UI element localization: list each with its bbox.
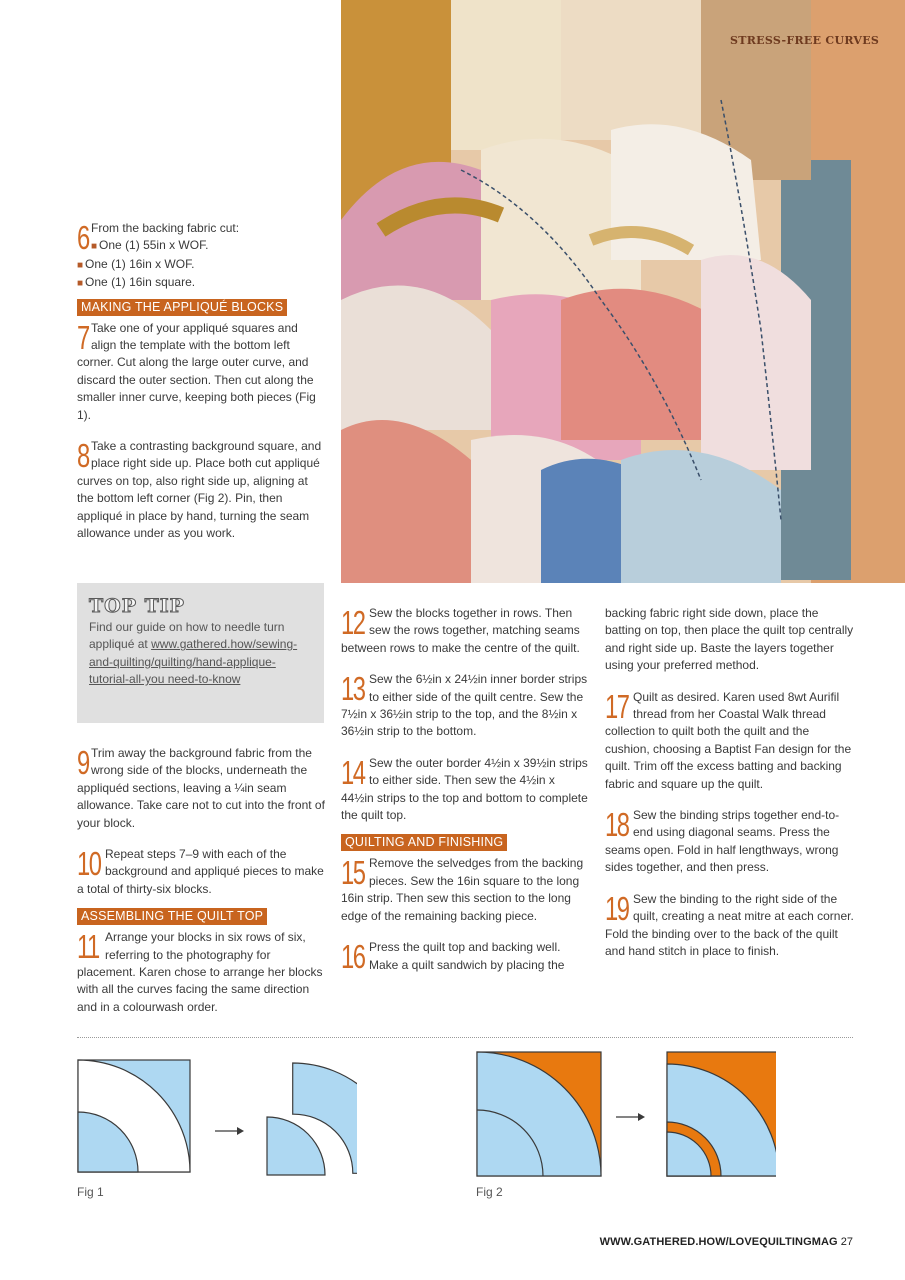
step-13	[341, 671, 588, 741]
quilt-photo	[341, 0, 905, 583]
fig2-caption: Fig 2	[476, 1185, 503, 1199]
list-item: ■ One (1) 16in x WOF.	[77, 256, 195, 271]
step-text: Sew the 6½in x 24½in inner border strips to either side of the quilt centre. Sew the 7½in x 36½in strip to the top, and the 8½in x 36½in strip to the bottom.	[341, 672, 588, 739]
step-number: 12	[341, 604, 365, 641]
step-number: 10	[77, 845, 101, 883]
right-column	[605, 605, 855, 974]
fig2-arrowhead-icon	[638, 1113, 645, 1121]
step-text: Arrange your blocks in six rows of six, referring to the photography for placement. Karen chose to arrange her blocks with all the curves facing the same direction and in a colourwash order.	[77, 930, 323, 1014]
step-text: Trim away the background fabric from the wrong side of the blocks, underneath the appliquéd sections, leaving a ¼in seam allowance. Take care not to cut into the front of your block.	[77, 746, 325, 830]
step-9	[77, 745, 325, 832]
step-number: 19	[605, 889, 629, 927]
left-column	[77, 220, 325, 557]
middle-column	[341, 605, 588, 988]
left-column-lower	[77, 745, 325, 1030]
step-8	[77, 438, 325, 542]
step-number: 11	[77, 928, 99, 966]
bullet-square-icon: ■	[91, 241, 98, 253]
step-text: backing fabric right side down, place the batting on top, then place the quilt top centrally and right side up. Baste the layers together using your preferred method.	[605, 606, 854, 673]
step-18	[605, 807, 855, 877]
step-text: Remove the selvedges from the backing pieces. Sew the 16in square to the long 16in strip. Then sew this section to the long edge of the remaining backing piece.	[341, 856, 584, 923]
bullet-square-icon: ■	[77, 278, 84, 290]
step-text: Sew the blocks together in rows. Then sew the rows together, matching seams between rows to make the centre of the quilt.	[341, 606, 580, 655]
page-footer	[600, 1236, 853, 1248]
fig1-arrowhead-icon	[237, 1127, 244, 1135]
step-number: 16	[341, 938, 365, 976]
figure-2	[476, 1050, 776, 1180]
list-item: ■ One (1) 16in square.	[77, 275, 196, 290]
top-tip-body: Find our guide on how to needle turn appliqué at	[89, 620, 285, 652]
section-kicker: STRESS-FREE CURVES	[730, 34, 880, 47]
step-11	[77, 929, 325, 1016]
step-text: Quilt as desired. Karen used 8wt Aurifil thread from her Coastal Walk thread collection to quilt both the quilt and the cushion, choosing a Baptist Fan design for the quilt. Trim off the excess batting and backing fabric and square up the quilt.	[605, 689, 852, 791]
step-text: Press the quilt top and backing well. Make a quilt sandwich by placing the	[369, 940, 565, 972]
step-17	[605, 689, 855, 793]
step-text: Sew the outer border 4½in x 39½in strips to either side. Then sew the 4½in x 44½in strips to the top and bottom to complete the quilt top.	[341, 755, 588, 823]
top-tip-link[interactable]: www.gathered.how/sewing-and-quilting/quilting/hand-applique-tutorial-all-you need-to-know	[89, 637, 298, 687]
fig1-cut-inner-piece	[267, 1117, 325, 1175]
step-number: 6	[77, 219, 89, 256]
step-14	[341, 755, 588, 825]
step-number: 14	[341, 753, 365, 791]
step-text: From the backing fabric cut:	[91, 221, 240, 235]
step-10	[77, 846, 325, 898]
step-15	[341, 855, 588, 925]
step-number: 15	[341, 854, 365, 892]
step-19	[605, 891, 855, 961]
step-text: Take one of your appliqué squares and align the template with the bottom left corner. Cut along the large outer curve, and discard the outer section. Then cut along the smaller inner curve, keeping both pieces (Fig 1).	[77, 320, 316, 422]
figure-1	[77, 1055, 357, 1180]
list-item: ■ One (1) 55in x WOF.	[91, 238, 209, 253]
step-number: 8	[77, 437, 89, 475]
step-16-continued	[605, 605, 855, 675]
step-16	[341, 939, 588, 974]
step-number: 13	[341, 670, 365, 708]
section-heading: ASSEMBLING THE QUILT TOP	[77, 908, 267, 925]
step-6	[77, 220, 325, 293]
fig1-caption: Fig 1	[77, 1185, 104, 1199]
step-7	[77, 320, 325, 424]
page-number: 27	[840, 1236, 853, 1248]
bullet-square-icon: ■	[77, 259, 84, 271]
step-text: Repeat steps 7–9 with each of the background and appliqué pieces to make a total of thirty-six blocks.	[77, 847, 324, 896]
top-tip-box	[77, 583, 324, 723]
step-text: Take a contrasting background square, and place right side up. Place both cut appliqué curves on top, also right side up, aligning at the bottom left corner (Fig 2). Pin, then appliqué in place by hand, turning the seam allowance under as you work.	[77, 439, 322, 541]
top-tip-text	[89, 619, 312, 689]
footer-url[interactable]: WWW.GATHERED.HOW/LOVEQUILTINGMAG	[599, 1236, 838, 1248]
step-number: 7	[77, 318, 89, 356]
section-heading: MAKING THE APPLIQUÉ BLOCKS	[77, 299, 287, 316]
section-heading: QUILTING AND FINISHING	[341, 834, 507, 851]
quilt-photo-drawing	[341, 0, 905, 583]
step-12	[341, 605, 588, 657]
step-text: Sew the binding strips together end-to-end using diagonal seams. Press the seams open. Fold in half lengthways, wrong sides together, and then press.	[605, 808, 840, 875]
step-number: 17	[605, 687, 629, 725]
step-number: 9	[77, 744, 89, 781]
step-number: 18	[605, 806, 629, 844]
dotted-divider	[77, 1037, 853, 1038]
top-tip-title: TOP TIP	[89, 595, 185, 617]
step-text: Sew the binding to the right side of the quilt, creating a neat mitre at each corner. Fold the binding over to the back of the quilt and hand stitch in place to finish.	[605, 891, 854, 958]
